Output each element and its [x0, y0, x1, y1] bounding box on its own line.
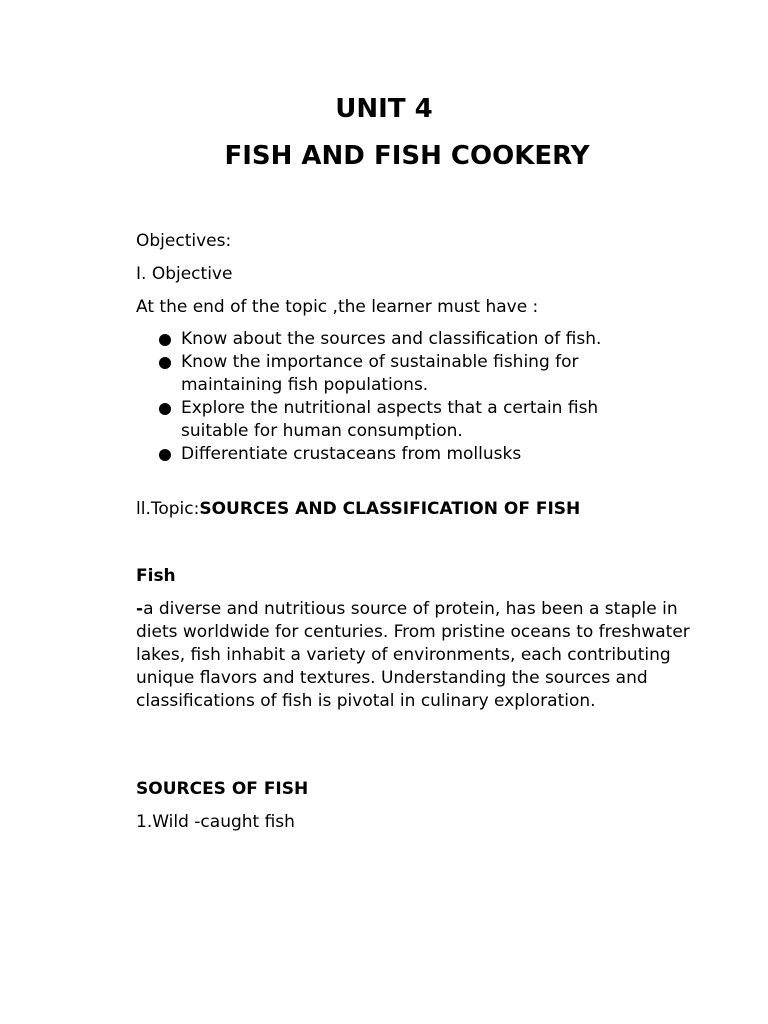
list-item [157, 328, 657, 351]
bullet-icon [159, 449, 171, 461]
bullet-icon [159, 403, 171, 415]
sources-first-item: 1.Wild -caught fish [136, 812, 295, 832]
objectives-list [157, 328, 657, 466]
bullet-icon [159, 334, 171, 346]
objective-text-continued: suitable for human consumption. [181, 421, 463, 441]
page-title: FISH AND FISH COOKERY [224, 141, 590, 171]
objectives-heading: Objectives: [136, 231, 232, 251]
topic-line [136, 498, 580, 521]
unit-title: UNIT 4 [335, 94, 433, 124]
topic-title: SOURCES AND CLASSIFICATION OF FISH [199, 499, 581, 519]
fish-description-text: a diverse and nutritious source of protein, has been a staple in diets worldwide for centuries. From pristine oceans to freshwater lakes, fish inhabit a variety of environments, each contributing unique flavors and textures. Understanding the sources and classifications of fish is pivotal in culinary exploration. [136, 599, 690, 711]
sources-heading: SOURCES OF FISH [136, 779, 309, 799]
topic-prefix: ll.Topic: [136, 499, 200, 519]
bullet-icon [159, 357, 171, 369]
fish-description [136, 598, 696, 713]
fish-heading: Fish [136, 566, 176, 586]
objective-text: Differentiate crustaceans from mollusks [181, 444, 522, 464]
objective-text-continued: maintaining fish populations. [181, 375, 429, 395]
fish-dash: - [136, 599, 144, 619]
objectives-intro: At the end of the topic ,the learner must have : [136, 297, 539, 317]
list-item [157, 351, 657, 397]
objective-text: Know the importance of sustainable fishing for [181, 352, 579, 372]
list-item [157, 443, 657, 466]
list-item [157, 397, 657, 443]
objective-text: Know about the sources and classification of fish. [181, 329, 602, 349]
objective-text: Explore the nutritional aspects that a certain fish [181, 398, 599, 418]
objective-subheading: I. Objective [136, 264, 233, 284]
